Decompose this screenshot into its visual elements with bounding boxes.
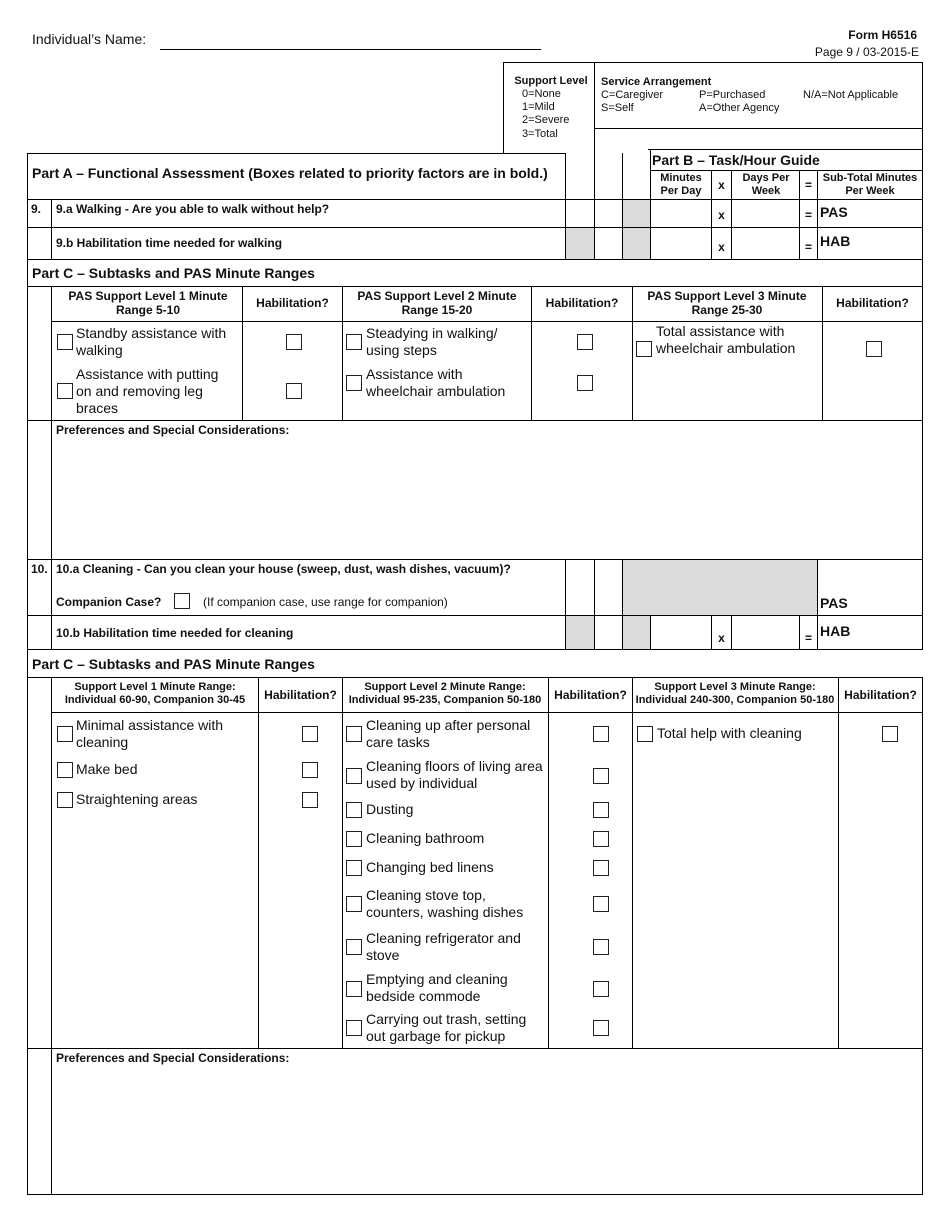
q10-hab: HAB (820, 623, 851, 639)
sa-na: N/A=Not Applicable (803, 89, 899, 101)
clean-hab1-header: Habilitation? (264, 688, 337, 702)
part-c-title-walking: Part C – Subtasks and PAS Minute Ranges (32, 265, 315, 281)
walk-leg-braces-checkbox[interactable] (57, 383, 73, 399)
clean-personal-care-label: Cleaning up after personal care tasks (366, 717, 531, 750)
companion-note: (If companion case, use range for companion) (203, 595, 448, 609)
clean-floors-label: Cleaning floors of living area used by individual (366, 758, 543, 791)
page-info: Page 9 / 03-2015-E (814, 45, 919, 59)
clean-commode-hab-checkbox[interactable] (593, 981, 609, 997)
walk-level2-header: PAS Support Level 2 Minute Range 15-20 (357, 289, 517, 318)
support-level-2: 2=Severe (522, 114, 570, 127)
clean-make-bed-checkbox[interactable] (57, 762, 73, 778)
walk-steadying-label: Steadying in walking/ using steps (366, 325, 498, 358)
clean-dusting-hab-checkbox[interactable] (593, 802, 609, 818)
clean-personal-care-checkbox[interactable] (346, 726, 362, 742)
clean-total-help-label: Total help with cleaning (657, 725, 802, 741)
walk-standby-checkbox[interactable] (57, 334, 73, 350)
walk-level3-header: PAS Support Level 3 Minute Range 25-30 (647, 289, 807, 318)
clean-level3-header: Support Level 3 Minute Range: Individual 240-300, Companion 50-180 (635, 681, 835, 707)
sa-purchased: P=Purchased (699, 89, 766, 101)
clean-straightening-checkbox[interactable] (57, 792, 73, 808)
clean-trash-label: Carrying out trash, setting out garbage for pickup (366, 1011, 527, 1044)
minutes-per-day-header: Minutes Per Day (660, 172, 702, 198)
clean-hab3-header: Habilitation? (844, 688, 917, 702)
q9a-x: x (718, 208, 725, 222)
clean-level1-header: Support Level 1 Minute Range: Individual 60-90, Companion 30-45 (64, 681, 246, 707)
sa-caregiver: C=Caregiver (601, 89, 664, 101)
clean-linens-label: Changing bed linens (366, 859, 494, 875)
clean-commode-label: Emptying and cleaning bedside commode (366, 971, 508, 1004)
clean-personal-care-hab-checkbox[interactable] (593, 726, 609, 742)
walk-standby-label: Standby assistance with walking (76, 325, 227, 358)
clean-refrigerator-label: Cleaning refrigerator and stove (366, 930, 521, 963)
walk-hab3-header: Habilitation? (836, 296, 909, 310)
clean-stove-top-checkbox[interactable] (346, 896, 362, 912)
walk-standby-hab-checkbox[interactable] (286, 334, 302, 350)
sa-other-agency: A=Other Agency (699, 102, 780, 114)
clean-make-bed-hab-checkbox[interactable] (302, 762, 318, 778)
q10a-label: 10.a Cleaning - Can you clean your house (sweep, dust, wash dishes, vacuum)? (56, 562, 511, 576)
clean-straightening-label: Straightening areas (76, 791, 198, 807)
name-line[interactable] (160, 49, 541, 50)
clean-stove-top-label: Cleaning stove top, counters, washing dishes (366, 887, 524, 920)
part-b-title: Part B – Task/Hour Guide (652, 152, 820, 168)
clean-floors-hab-checkbox[interactable] (593, 768, 609, 784)
clean-stove-top-hab-checkbox[interactable] (593, 896, 609, 912)
sa-self: S=Self (601, 102, 634, 114)
clean-dusting-label: Dusting (366, 801, 414, 817)
clean-minimal-checkbox[interactable] (57, 726, 73, 742)
clean-minimal-hab-checkbox[interactable] (302, 726, 318, 742)
walk-wheelchair-hab-checkbox[interactable] (577, 375, 593, 391)
q9a-eq: = (804, 208, 812, 222)
walk-leg-braces-hab-checkbox[interactable] (286, 383, 302, 399)
equals-header: = (804, 178, 812, 192)
q10-pas: PAS (820, 595, 848, 611)
part-c-title-cleaning: Part C – Subtasks and PAS Minute Ranges (32, 656, 315, 672)
q10b-label: 10.b Habilitation time needed for cleaning (56, 626, 294, 640)
support-level-3: 3=Total (522, 127, 558, 140)
clean-level2-header: Support Level 2 Minute Range: Individual 95-235, Companion 50-180 (348, 681, 542, 707)
clean-refrigerator-checkbox[interactable] (346, 939, 362, 955)
walk-wheelchair-checkbox[interactable] (346, 375, 362, 391)
companion-checkbox[interactable] (174, 593, 190, 609)
clean-linens-checkbox[interactable] (346, 860, 362, 876)
clean-commode-checkbox[interactable] (346, 981, 362, 997)
multiply-header: x (718, 178, 725, 192)
clean-straightening-hab-checkbox[interactable] (302, 792, 318, 808)
clean-trash-hab-checkbox[interactable] (593, 1020, 609, 1036)
companion-label: Companion Case? (56, 595, 162, 609)
subtotal-header: Sub-Total Minutes Per Week (822, 172, 918, 198)
clean-linens-hab-checkbox[interactable] (593, 860, 609, 876)
clean-bathroom-label: Cleaning bathroom (366, 830, 485, 846)
clean-bathroom-checkbox[interactable] (346, 831, 362, 847)
walk-total-assist-hab-checkbox[interactable] (866, 341, 882, 357)
q9-number: 9. (31, 202, 42, 216)
q10b-eq: = (804, 631, 812, 645)
part-a-title: Part A – Functional Assessment (Boxes related to priority factors are in bold.) (32, 165, 548, 181)
clean-dusting-checkbox[interactable] (346, 802, 362, 818)
q9b-x: x (718, 240, 725, 254)
support-level-1: 1=Mild (522, 101, 555, 114)
clean-total-help-checkbox[interactable] (637, 726, 653, 742)
clean-hab2-header: Habilitation? (554, 688, 627, 702)
walk-steadying-checkbox[interactable] (346, 334, 362, 350)
walk-preferences-label: Preferences and Special Considerations: (56, 423, 290, 437)
q9b-label: 9.b Habilitation time needed for walking (56, 236, 283, 250)
q10-number: 10. (31, 562, 48, 576)
clean-trash-checkbox[interactable] (346, 1020, 362, 1036)
walk-leg-braces-label: Assistance with putting on and removing leg braces (76, 366, 219, 416)
days-per-week-header: Days Per Week (742, 172, 790, 198)
q9b-eq: = (804, 240, 812, 254)
clean-preferences-label: Preferences and Special Considerations: (56, 1051, 290, 1065)
walk-wheelchair-label: Assistance with wheelchair ambulation (366, 366, 506, 399)
support-level-0: 0=None (522, 88, 561, 100)
walk-hab2-header: Habilitation? (545, 296, 619, 310)
walk-steadying-hab-checkbox[interactable] (577, 334, 593, 350)
support-level-items (522, 88, 569, 141)
clean-make-bed-label: Make bed (76, 761, 138, 777)
walk-total-assist-checkbox[interactable] (636, 341, 652, 357)
clean-minimal-label: Minimal assistance with cleaning (76, 717, 224, 750)
q10b-x: x (718, 631, 725, 645)
q9a-label: 9.a Walking - Are you able to walk without help? (56, 202, 330, 216)
service-arrangement-title: Service Arrangement (601, 76, 712, 88)
name-label: Individual’s Name: (32, 31, 147, 47)
clean-bathroom-hab-checkbox[interactable] (593, 831, 609, 847)
walk-level1-header: PAS Support Level 1 Minute Range 5-10 (68, 289, 228, 318)
q9-pas: PAS (820, 204, 848, 220)
support-level-legend: Support Level (514, 75, 588, 87)
form-id: Form H6516 (848, 28, 917, 42)
walk-total-assist-label: Total assistance with wheelchair ambulation (656, 323, 796, 356)
clean-refrigerator-hab-checkbox[interactable] (593, 939, 609, 955)
q9-hab: HAB (820, 233, 851, 249)
walk-hab1-header: Habilitation? (256, 296, 329, 310)
clean-floors-checkbox[interactable] (346, 768, 362, 784)
clean-total-help-hab-checkbox[interactable] (882, 726, 898, 742)
